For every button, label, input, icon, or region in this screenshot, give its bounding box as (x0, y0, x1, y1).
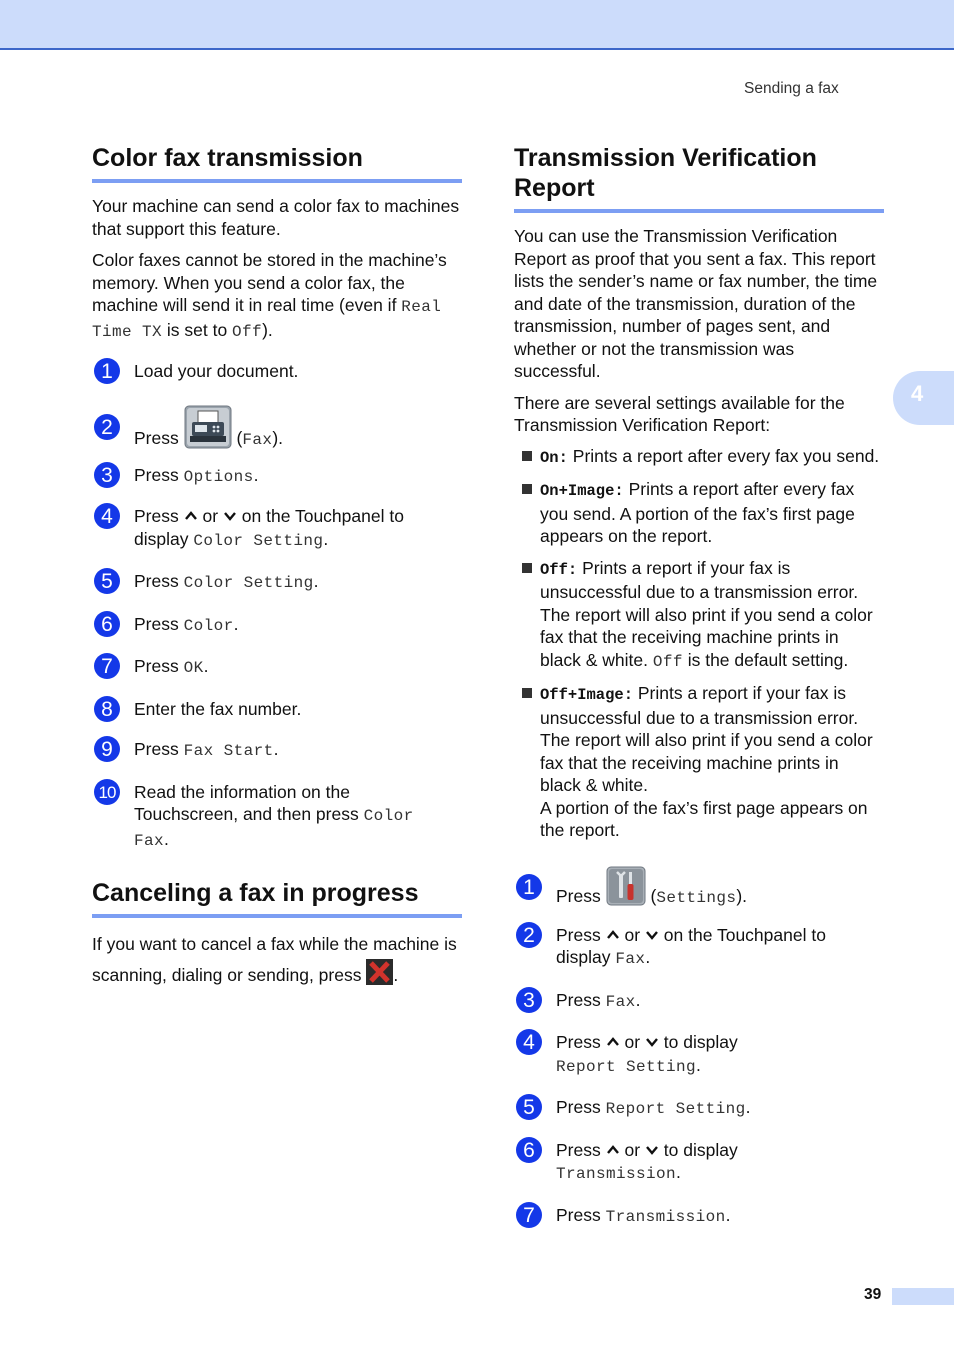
step-number: 7 (94, 653, 120, 679)
fax-button-icon[interactable] (184, 405, 232, 455)
step-number: 4 (94, 503, 120, 529)
down-chevron-icon (223, 509, 237, 523)
step-number: 9 (94, 736, 120, 762)
step-7: 7 Press OK. (92, 655, 462, 680)
right-column (514, 143, 884, 1228)
step-3: 3 Press Fax. (514, 989, 884, 1014)
step-4: 4 Press or to display Report Setting. (514, 1031, 806, 1078)
cancel-paragraph: If you want to cancel a fax while the machine is scanning, dialing or sending, press . (92, 930, 462, 994)
step-2: 2 Press (Fax). (92, 405, 462, 449)
step-number: 10 (94, 779, 120, 805)
step-number: 6 (94, 611, 120, 637)
page-number: 39 (864, 1286, 882, 1303)
step-number: 2 (94, 414, 120, 440)
step-number: 8 (94, 696, 120, 722)
list-item: On: Prints a report after every fax you send. (514, 445, 884, 470)
list-item: Off+Image: Prints a report if your fax is unsuccessful due to a transmission error. The report will also print if you send a color fax that the receiving machine prints in black & white. A portion of the fax’s first page appears on the report. (514, 682, 884, 842)
step-6: 6 Press or to display Transmission. (514, 1139, 806, 1186)
settings-tools-icon[interactable] (606, 866, 646, 912)
step-number: 2 (516, 922, 542, 948)
step-number: 7 (516, 1202, 542, 1228)
chapter-number: 4 (911, 381, 924, 406)
step-1: 1 Press (Settings). (514, 866, 884, 906)
list-item: On+Image: Prints a report after every fax you send. A portion of the fax’s first page appears on the report. (514, 478, 884, 548)
up-chevron-icon (184, 509, 198, 523)
intro-paragraph: Your machine can send a color fax to machines that support this feature. (92, 196, 460, 239)
stop-x-icon[interactable] (366, 959, 393, 994)
section-title: Transmission Verification Report (514, 143, 884, 213)
step-3: 3 Press Options. (92, 464, 462, 489)
down-chevron-icon (645, 928, 659, 942)
step-1: 1 Load your document. (92, 360, 462, 383)
step-6: 6 Press Color. (92, 613, 462, 638)
intro-paragraph: You can use the Transmission Verification Report as proof that you sent a fax. This report lists the sender’s name or fax number, the time and date of the transmission, duration of the transmission, number of pages sent, and whether or not the transmission was successful. (514, 226, 878, 381)
step-number: 3 (516, 987, 542, 1013)
step-9: 9 Press Fax Start. (92, 738, 462, 763)
step-number: 5 (516, 1094, 542, 1120)
chapter-tab (893, 371, 954, 425)
step-number: 5 (94, 568, 120, 594)
section-title: Color fax transmission (92, 143, 462, 183)
report-options-list (514, 445, 884, 842)
step-5: 5 Press Color Setting. (92, 570, 462, 595)
step-number: 3 (94, 462, 120, 488)
page-number-band (892, 1288, 954, 1305)
step-number: 6 (516, 1137, 542, 1163)
settings-paragraph: There are several settings available for the Transmission Verification Report: (514, 392, 845, 435)
section-title: Canceling a fax in progress (92, 878, 462, 918)
up-chevron-icon (606, 928, 620, 942)
list-item: Off: Prints a report if your fax is unsuccessful due to a transmission error. The report will also print if you send a color fax that the receiving machine prints in black & white. Off is the default setting. (514, 557, 884, 674)
note-paragraph: Color faxes cannot be stored in the machine’s memory. When you send a color fax, the machine will send it in real time (even if Real Time TX is set to Off). (92, 250, 447, 341)
up-chevron-icon (606, 1035, 620, 1049)
step-number: 4 (516, 1029, 542, 1055)
running-head: Sending a fax (744, 80, 839, 97)
down-chevron-icon (645, 1035, 659, 1049)
step-number: 1 (94, 358, 120, 384)
step-10: 10 Read the information on the Touchscreen, and then press Color Fax. (92, 781, 424, 853)
step-number: 1 (516, 874, 542, 900)
step-2: 2 Press or on the Touchpanel to display Fax. (514, 924, 884, 971)
step-8: 8 Enter the fax number. (92, 698, 462, 721)
top-banner (0, 0, 954, 50)
step-5: 5 Press Report Setting. (514, 1096, 884, 1121)
step-7: 7 Press Transmission. (514, 1204, 884, 1229)
down-chevron-icon (645, 1143, 659, 1157)
step-4: 4 Press or on the Touchpanel to display Color Setting. (92, 505, 462, 552)
left-column (92, 143, 462, 994)
up-chevron-icon (606, 1143, 620, 1157)
